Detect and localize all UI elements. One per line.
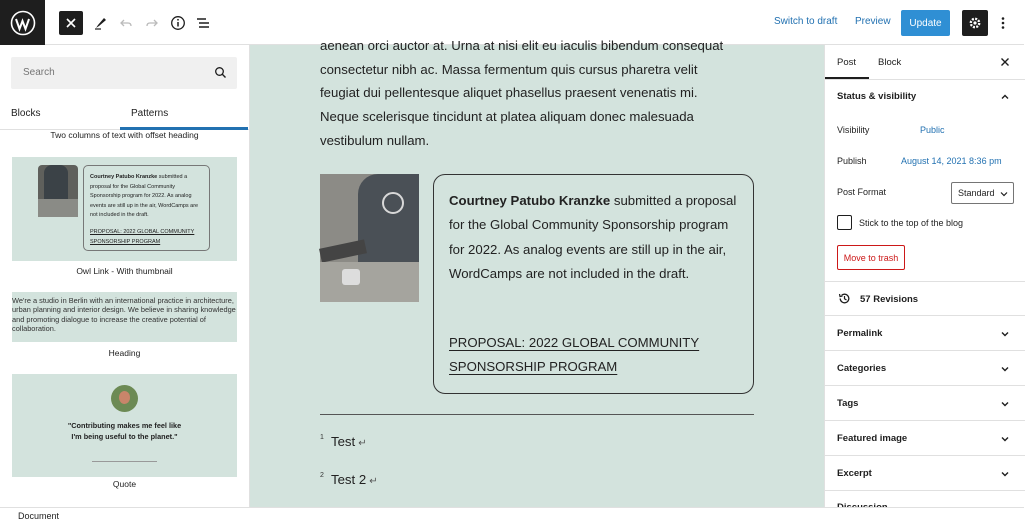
footnote-return-icon[interactable]: ↵ xyxy=(369,476,378,487)
info-icon[interactable] xyxy=(166,11,190,35)
breadcrumb-document[interactable]: Document xyxy=(18,511,60,521)
sticky-checkbox[interactable] xyxy=(837,215,852,230)
quote-divider xyxy=(92,461,157,462)
move-to-trash-button[interactable]: Move to trash xyxy=(837,245,905,270)
breadcrumb-footer xyxy=(0,507,1024,524)
pattern-preview-quote[interactable] xyxy=(12,374,237,477)
panel-excerpt[interactable]: Excerpt xyxy=(837,468,872,479)
more-options-icon[interactable] xyxy=(996,10,1010,36)
status-visibility-heading[interactable]: Status & visibility xyxy=(837,91,917,102)
paragraph-line[interactable]: aenean orci auctor at. Urna at nisi elit eu iaculis bibendum consequat xyxy=(320,38,724,53)
avatar xyxy=(111,385,138,412)
pattern-quote-text: "Contributing makes me feel like I'm being useful to the planet." xyxy=(67,421,182,441)
sticky-label: Stick to the top of the blog xyxy=(859,218,964,228)
panel-permalink[interactable]: Permalink xyxy=(837,328,883,339)
tab-patterns[interactable]: Patterns xyxy=(131,108,169,119)
pattern-title: Quote xyxy=(112,479,137,489)
update-button[interactable]: Update xyxy=(901,10,950,36)
footnote-item[interactable]: Test 2 ↵ xyxy=(331,472,378,487)
footnote-number: 2 xyxy=(320,472,324,479)
pattern-thumbnail-image xyxy=(38,165,78,217)
wordpress-logo-icon[interactable] xyxy=(0,0,45,45)
panel-categories[interactable]: Categories xyxy=(837,363,887,374)
pattern-heading-text: We're a studio in Berlin with an international practice in architecture, urban planning and interior design. We believe in sharing knowledge and promoting dialogue to increase the creative potential of collaboration. xyxy=(12,296,236,334)
revisions-link[interactable]: 57 Revisions xyxy=(860,294,919,305)
panel-tags[interactable]: Tags xyxy=(837,398,859,409)
post-format-select[interactable] xyxy=(951,182,1014,204)
inserter-search-input[interactable] xyxy=(11,57,237,89)
visibility-label: Visibility xyxy=(837,125,870,135)
publish-date-link[interactable]: August 14, 2021 8:36 pm xyxy=(901,156,1002,166)
divider xyxy=(825,385,1025,386)
pattern-title: Owl Link - With thumbnail xyxy=(76,266,173,276)
revisions-icon xyxy=(838,292,851,305)
paragraph-line[interactable]: vestibulum nullam. xyxy=(320,133,430,148)
footnote-item[interactable]: Test ↵ xyxy=(331,434,367,449)
block-inserter-panel xyxy=(0,45,250,507)
tools-pencil-icon[interactable] xyxy=(89,11,113,35)
undo-icon[interactable] xyxy=(114,11,138,35)
close-inserter-button[interactable] xyxy=(59,11,83,35)
paragraph-line[interactable]: consectetur nibh ac. Massa fermentum quis cursus pharetra velit xyxy=(320,62,698,77)
footnotes-separator xyxy=(320,414,754,415)
divider xyxy=(825,350,1025,351)
card-text xyxy=(449,189,739,286)
divider xyxy=(825,79,1025,80)
footnote-number: 1 xyxy=(320,434,324,441)
proposal-link[interactable]: PROPOSAL: 2022 GLOBAL COMMUNITY SPONSORSHIP PROGRAM xyxy=(449,335,700,375)
post-format-value: Standard xyxy=(958,188,995,198)
footnote-return-icon[interactable]: ↵ xyxy=(358,438,367,449)
pattern-card-link: PROPOSAL: 2022 GLOBAL COMMUNITY SPONSORSHIP PROGRAM xyxy=(90,229,195,245)
chevron-up-icon[interactable] xyxy=(1000,92,1010,102)
switch-to-draft-button[interactable]: Switch to draft xyxy=(774,16,838,27)
divider xyxy=(825,490,1025,491)
chevron-down-icon[interactable] xyxy=(1000,329,1010,339)
pattern-preview-heading[interactable] xyxy=(12,292,237,342)
quote-card[interactable] xyxy=(433,174,754,394)
divider xyxy=(825,315,1025,316)
search-icon xyxy=(214,66,227,79)
editor-canvas[interactable] xyxy=(250,38,824,507)
card-author: Courtney Patubo Kranzke xyxy=(449,193,611,208)
pattern-card-text: Courtney Patubo Kranzke submitted a proposal for the Global Community Sponsorship program for 2022. As analog events are still up in the air, WordCamps are not included in the draft. xyxy=(90,174,199,218)
chevron-down-icon[interactable] xyxy=(1000,399,1010,409)
pattern-preview-owl-link[interactable] xyxy=(12,157,237,261)
chevron-down-icon xyxy=(1000,190,1008,198)
search-placeholder: Search xyxy=(23,67,55,78)
redo-icon[interactable] xyxy=(140,11,164,35)
chevron-down-icon[interactable] xyxy=(1000,434,1010,444)
paragraph-line[interactable]: feugiat dui pellentesque aliquet phasellus praesent venenatis mi. xyxy=(320,85,698,100)
divider xyxy=(825,420,1025,421)
divider xyxy=(825,281,1025,282)
post-format-label: Post Format xyxy=(837,187,887,197)
pattern-title: Heading xyxy=(108,348,141,358)
chevron-down-icon[interactable] xyxy=(1000,364,1010,374)
panel-featured-image[interactable]: Featured image xyxy=(837,433,908,444)
close-sidebar-icon[interactable] xyxy=(1000,57,1010,67)
tab-post[interactable]: Post xyxy=(837,57,857,68)
tab-blocks[interactable]: Blocks xyxy=(11,108,41,119)
visibility-value-link[interactable]: Public xyxy=(920,125,945,135)
publish-label: Publish xyxy=(837,156,867,166)
thumbnail-image[interactable] xyxy=(320,174,419,302)
divider xyxy=(825,455,1025,456)
tab-block[interactable]: Block xyxy=(878,57,902,68)
pattern-title: Two columns of text with offset heading xyxy=(50,130,199,140)
preview-button[interactable]: Preview xyxy=(855,16,891,27)
paragraph-line[interactable]: Neque scelerisque tincidunt at platea aliquam donec malesuada xyxy=(320,109,694,124)
card-body: submitted a proposal for the Global Community Sponsorship program for 2022. As analog events are still up in the air, WordCamps are not included in the draft. xyxy=(449,193,737,281)
pattern-card-box xyxy=(83,165,210,251)
chevron-down-icon[interactable] xyxy=(1000,469,1010,479)
list-view-icon[interactable] xyxy=(191,11,215,35)
settings-sidebar xyxy=(824,45,1024,507)
settings-gear-button[interactable] xyxy=(962,10,988,36)
